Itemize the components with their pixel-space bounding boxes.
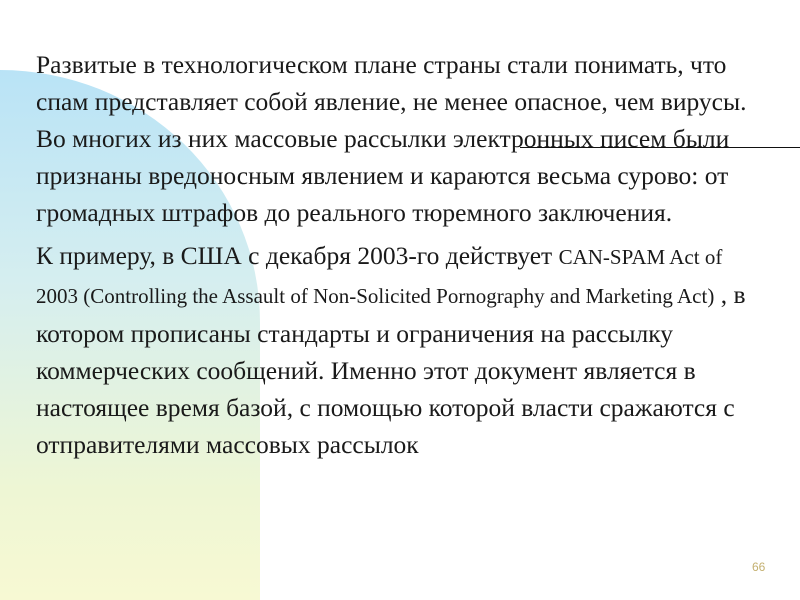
paragraph-spam-danger: Развитые в технологическом плане страны стали понимать, что спам представляет собой явление, не менее опасное, чем вирусы. Во многих из них массовые рассылки электронных писем были признаны вредоносным явлением и караются весьма сурово: от громадных штрафов до реального тюремного заключения. xyxy=(36,50,747,227)
slide-content xyxy=(36,46,766,463)
act-name: CAN-SPAM Act of 2003 (Controlling the Assault of Non-Solicited Pornography and Marketing Act) xyxy=(36,245,723,308)
paragraph-can-spam-act xyxy=(36,237,766,463)
paragraph-intro: К примеру, в США с декабря 2003-го действует xyxy=(36,241,559,270)
paragraph-rest: , в котором прописаны стандарты и ограничения на рассылку коммерческих сообщений. Именно этот документ является в настоящее время базой, с помощью которой власти сражаются с отправителями массовых рассылок xyxy=(36,280,746,459)
page-number: 66 xyxy=(752,560,766,574)
